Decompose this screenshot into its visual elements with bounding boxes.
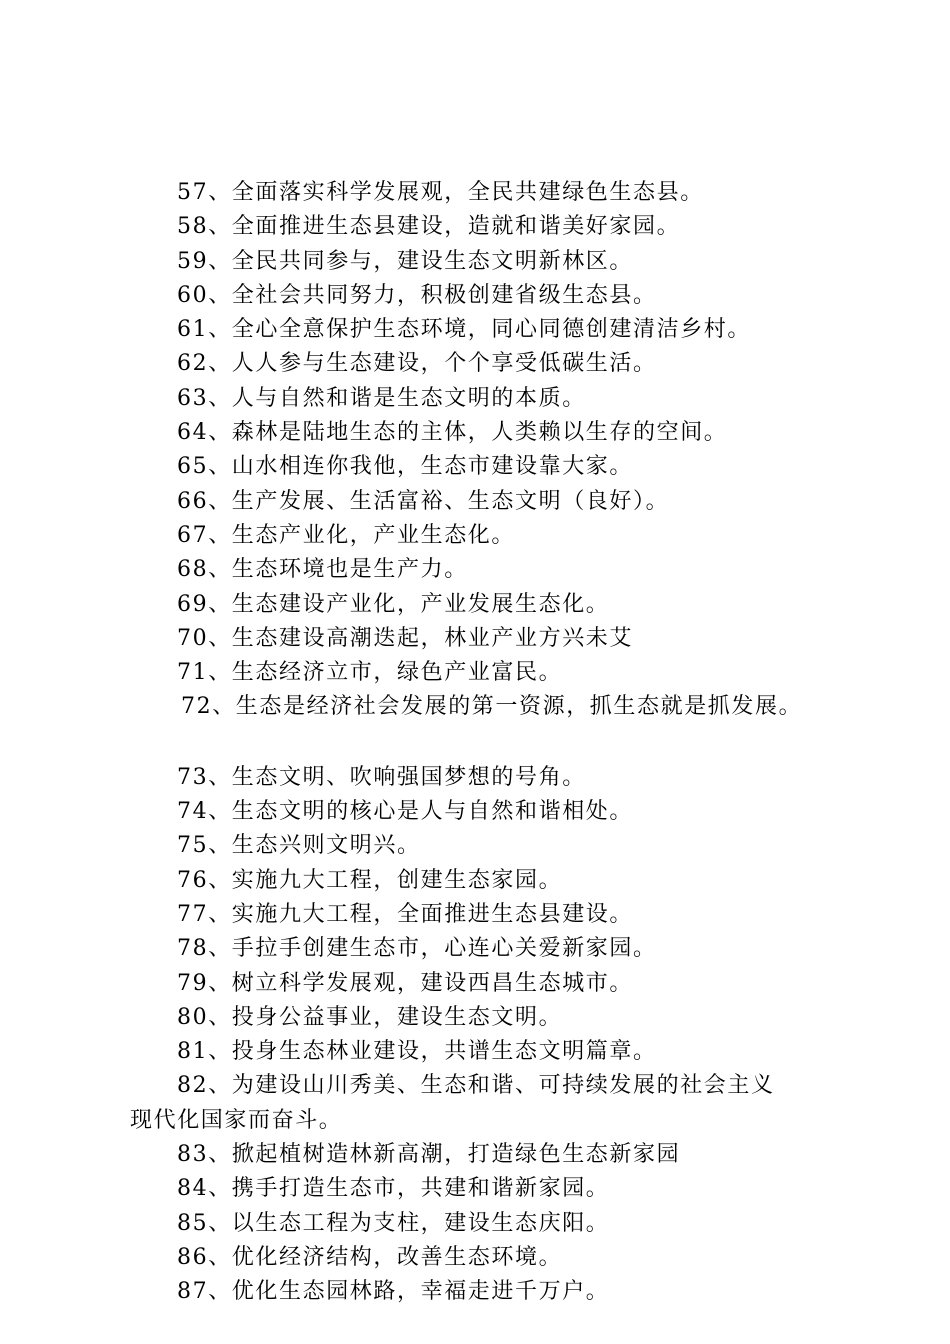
list-item: 79、树立科学发展观，建设西昌生态城市。: [177, 970, 633, 996]
list-item: 81、投身生态林业建设，共谱生态文明篇章。: [177, 1039, 657, 1065]
list-item: 58、全面推进生态县建设，造就和谐美好家园。: [177, 214, 681, 240]
list-item: 83、掀起植树造林新高潮，打造绿色生态新家园: [177, 1142, 681, 1168]
list-item: 68、生态环境也是生产力。: [177, 557, 468, 583]
list-item: 86、优化经济结构，改善生态环境。: [177, 1244, 563, 1270]
list-item: 64、森林是陆地生态的主体，人类赖以生存的空间。: [177, 420, 728, 446]
list-item: 80、投身公益事业，建设生态文明。: [177, 1004, 563, 1030]
list-item-continuation: 现代化国家而奋斗。: [130, 1107, 343, 1133]
list-item: 57、全面落实科学发展观，全民共建绿色生态县。: [177, 180, 704, 205]
list-item: 87、优化生态园林路，幸福走进千万户。: [177, 1279, 610, 1305]
list-item: 78、手拉手创建生态市，心连心关爱新家园。: [177, 936, 657, 962]
list-item: 84、携手打造生态市，共建和谐新家园。: [177, 1176, 610, 1202]
list-item: 75、生态兴则文明兴。: [177, 833, 421, 859]
list-item: 62、人人参与生态建设，个个享受低碳生活。: [177, 351, 657, 377]
list-item: 61、全心全意保护生态环境，同心同德创建清洁乡村。: [177, 317, 751, 343]
list-item: 65、山水相连你我他，生态市建设靠大家。: [177, 454, 633, 480]
list-item: 72、生态是经济社会发展的第一资源，抓生态就是抓发展。: [181, 694, 803, 720]
list-item: 69、生态建设产业化，产业发展生态化。: [177, 591, 610, 617]
list-item: 67、生态产业化，产业生态化。: [177, 522, 515, 548]
list-item: 85、以生态工程为支柱，建设生态庆阳。: [177, 1210, 610, 1236]
list-item: 73、生态文明、吹响强国梦想的号角。: [177, 764, 586, 790]
list-item: 59、全民共同参与，建设生态文明新林区。: [177, 248, 633, 274]
list-item: 66、生产发展、生活富裕、生态文明（良好）。: [177, 488, 670, 514]
list-item: 71、生态经济立市，绿色产业富民。: [177, 660, 563, 686]
list-item: 76、实施九大工程，创建生态家园。: [177, 867, 563, 893]
list-item: 70、生态建设高潮迭起，林业产业方兴未艾: [177, 625, 633, 651]
slogan-list: [130, 176, 890, 1310]
list-item: 60、全社会共同努力，积极创建省级生态县。: [177, 282, 657, 308]
list-item: 77、实施九大工程，全面推进生态县建设。: [177, 901, 633, 927]
list-item: 74、生态文明的核心是人与自然和谐相处。: [177, 799, 633, 825]
paragraph-gap: [130, 725, 890, 761]
list-item: 82、为建设山川秀美、生态和谐、可持续发展的社会主义: [177, 1073, 775, 1099]
list-item: 63、人与自然和谐是生态文明的本质。: [177, 385, 586, 411]
